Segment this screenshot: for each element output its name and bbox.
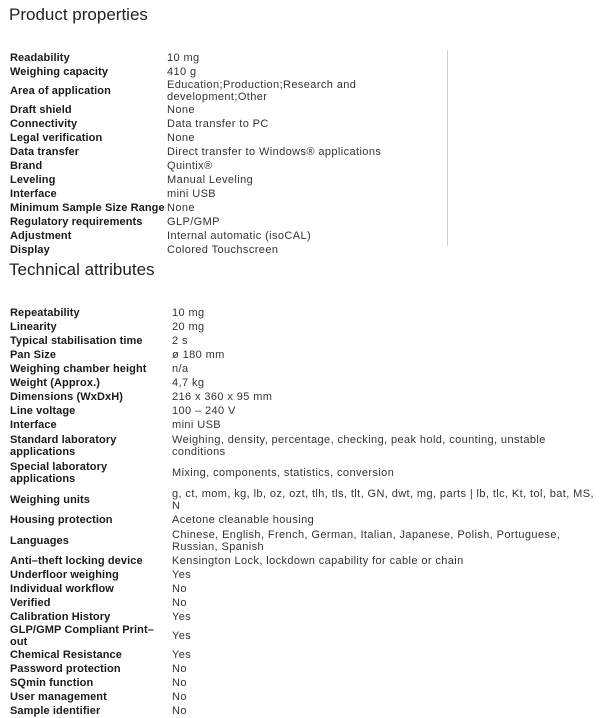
- property-label: Display: [10, 244, 50, 256]
- attribute-label: Languages: [10, 534, 69, 547]
- table-row: [9, 243, 449, 257]
- property-value: 410 g: [167, 66, 197, 78]
- attribute-value: No: [172, 691, 187, 703]
- attribute-value: Yes: [172, 649, 192, 661]
- property-value: Quintix®: [167, 160, 213, 172]
- attribute-value: Yes: [172, 611, 192, 623]
- property-label: Regulatory requirements: [10, 216, 143, 228]
- table-row: [9, 648, 599, 662]
- table-row: [9, 554, 599, 568]
- attribute-label: Individual workflow: [10, 583, 114, 595]
- attribute-label: Weighing chamber height: [10, 363, 147, 375]
- attribute-value: Yes: [172, 569, 192, 581]
- table-row: [9, 527, 599, 554]
- table-row: [9, 459, 599, 486]
- table-row: [9, 704, 599, 718]
- table-row: [9, 676, 599, 690]
- attribute-label: Housing protection: [10, 514, 113, 526]
- attribute-label: Underfloor weighing: [10, 569, 119, 581]
- attribute-value: 2 s: [172, 335, 188, 347]
- attribute-label: Weighing units: [10, 493, 91, 506]
- property-value: Manual Leveling: [167, 174, 254, 186]
- table-row: [9, 362, 599, 376]
- attribute-value: Mixing, components, statistics, conversion: [172, 466, 395, 479]
- product-properties-heading: Product properties: [9, 5, 148, 24]
- property-label: Adjustment: [10, 230, 72, 242]
- attribute-label: Interface: [10, 419, 57, 431]
- table-row: [9, 568, 599, 582]
- table-row: [9, 390, 599, 404]
- table-row: [9, 486, 599, 513]
- property-value: Internal automatic (isoCAL): [167, 230, 312, 242]
- property-value: Direct transfer to Windows® applications: [167, 146, 382, 158]
- attribute-value: Weighing, density, percentage, checking, peak hold, counting, unstable conditions: [172, 433, 546, 458]
- attribute-value: No: [172, 663, 187, 675]
- attribute-value: No: [172, 677, 187, 689]
- technical-attributes-heading: Technical attributes: [9, 260, 155, 279]
- table-row: [9, 596, 599, 610]
- technical-attributes-table: [9, 306, 599, 718]
- attribute-label: Linearity: [10, 321, 57, 333]
- table-row: [9, 610, 599, 624]
- property-label: Readability: [10, 52, 70, 64]
- table-row: [9, 103, 449, 117]
- attribute-value: 20 mg: [172, 321, 205, 333]
- table-row: [9, 173, 449, 187]
- property-label: Minimum Sample Size Range: [10, 202, 165, 214]
- property-value: Colored Touchscreen: [167, 244, 279, 256]
- attribute-label: Anti–theft locking device: [10, 555, 143, 567]
- attribute-value: Yes: [172, 630, 192, 642]
- property-label: Weighing capacity: [10, 66, 109, 78]
- attribute-value: 216 x 360 x 95 mm: [172, 391, 273, 403]
- table-row: [9, 306, 599, 320]
- attribute-value: Chinese, English, French, German, Italian, Japanese, Polish, Portuguese, Russian, Spanish: [172, 528, 561, 553]
- attribute-value: mini USB: [172, 419, 222, 431]
- property-value: 10 mg: [167, 52, 200, 64]
- table-row: [9, 320, 599, 334]
- table-row: [9, 65, 449, 79]
- attribute-label: User management: [10, 691, 107, 703]
- table-row: [9, 418, 599, 432]
- table-row: [9, 404, 599, 418]
- attribute-value: No: [172, 583, 187, 595]
- table-row: [9, 117, 449, 131]
- table-row: [9, 432, 599, 459]
- property-value: None: [167, 104, 195, 116]
- property-label: Area of application: [10, 85, 111, 97]
- table-row: [9, 51, 449, 65]
- attribute-label: SQmin function: [10, 677, 94, 689]
- property-label: Brand: [10, 160, 43, 172]
- attribute-value: No: [172, 705, 187, 717]
- attribute-label: Chemical Resistance: [10, 649, 122, 661]
- attribute-value: No: [172, 597, 187, 609]
- table-row: [9, 690, 599, 704]
- property-label: Interface: [10, 188, 57, 200]
- table-row: [9, 513, 599, 527]
- attribute-label: Weight (Approx.): [10, 377, 100, 389]
- attribute-value: 10 mg: [172, 307, 205, 319]
- table-row: [9, 79, 449, 103]
- property-value: None: [167, 202, 195, 214]
- property-value: GLP/GMP: [167, 216, 220, 228]
- table-row: [9, 376, 599, 390]
- property-value: Data transfer to PC: [167, 118, 269, 130]
- property-label: Connectivity: [10, 118, 78, 130]
- attribute-value: n/a: [172, 363, 189, 375]
- property-value: Education;Production;Research and development;Other: [167, 79, 357, 103]
- attribute-label: GLP/GMP Compliant Print–out: [10, 624, 154, 648]
- attribute-label: Calibration History: [10, 611, 111, 623]
- property-label: Data transfer: [10, 146, 80, 158]
- attribute-label: Typical stabilisation time: [10, 335, 143, 347]
- table-row: [9, 348, 599, 362]
- attribute-value: ø 180 mm: [172, 349, 225, 361]
- attribute-value: g, ct, mom, kg, lb, oz, ozt, tlh, tls, tlt, GN, dwt, mg, parts | lb, tlc, Kt, tol, bat, MS, N: [172, 487, 594, 512]
- attribute-label: Standard laboratory applications: [10, 433, 117, 458]
- attribute-label: Sample identifier: [10, 705, 101, 717]
- attribute-label: Repeatability: [10, 307, 80, 319]
- property-label: Draft shield: [10, 104, 72, 116]
- property-value: None: [167, 132, 195, 144]
- table-row: [9, 334, 599, 348]
- product-properties-table: [9, 51, 449, 257]
- attribute-value: Kensington Lock, lockdown capability for cable or chain: [172, 555, 464, 567]
- attribute-label: Line voltage: [10, 405, 76, 417]
- attribute-label: Verified: [10, 597, 51, 609]
- attribute-label: Dimensions (WxDxH): [10, 391, 124, 403]
- property-label: Legal verification: [10, 132, 103, 144]
- table-row: [9, 187, 449, 201]
- attribute-label: Pan Size: [10, 349, 57, 361]
- property-label: Leveling: [10, 174, 56, 186]
- attribute-value: 4,7 kg: [172, 377, 205, 389]
- table-row: [9, 582, 599, 596]
- attribute-label: Password protection: [10, 663, 121, 675]
- attribute-value: Acetone cleanable housing: [172, 514, 315, 526]
- table-row: [9, 159, 449, 173]
- table-row: [9, 624, 599, 648]
- attribute-value: 100 – 240 V: [172, 405, 236, 417]
- table-row: [9, 662, 599, 676]
- table-row: [9, 145, 449, 159]
- attribute-label: Special laboratory applications: [10, 460, 108, 485]
- table-row: [9, 131, 449, 145]
- table-row: [9, 215, 449, 229]
- table-row: [9, 201, 449, 215]
- table-row: [9, 229, 449, 243]
- property-value: mini USB: [167, 188, 217, 200]
